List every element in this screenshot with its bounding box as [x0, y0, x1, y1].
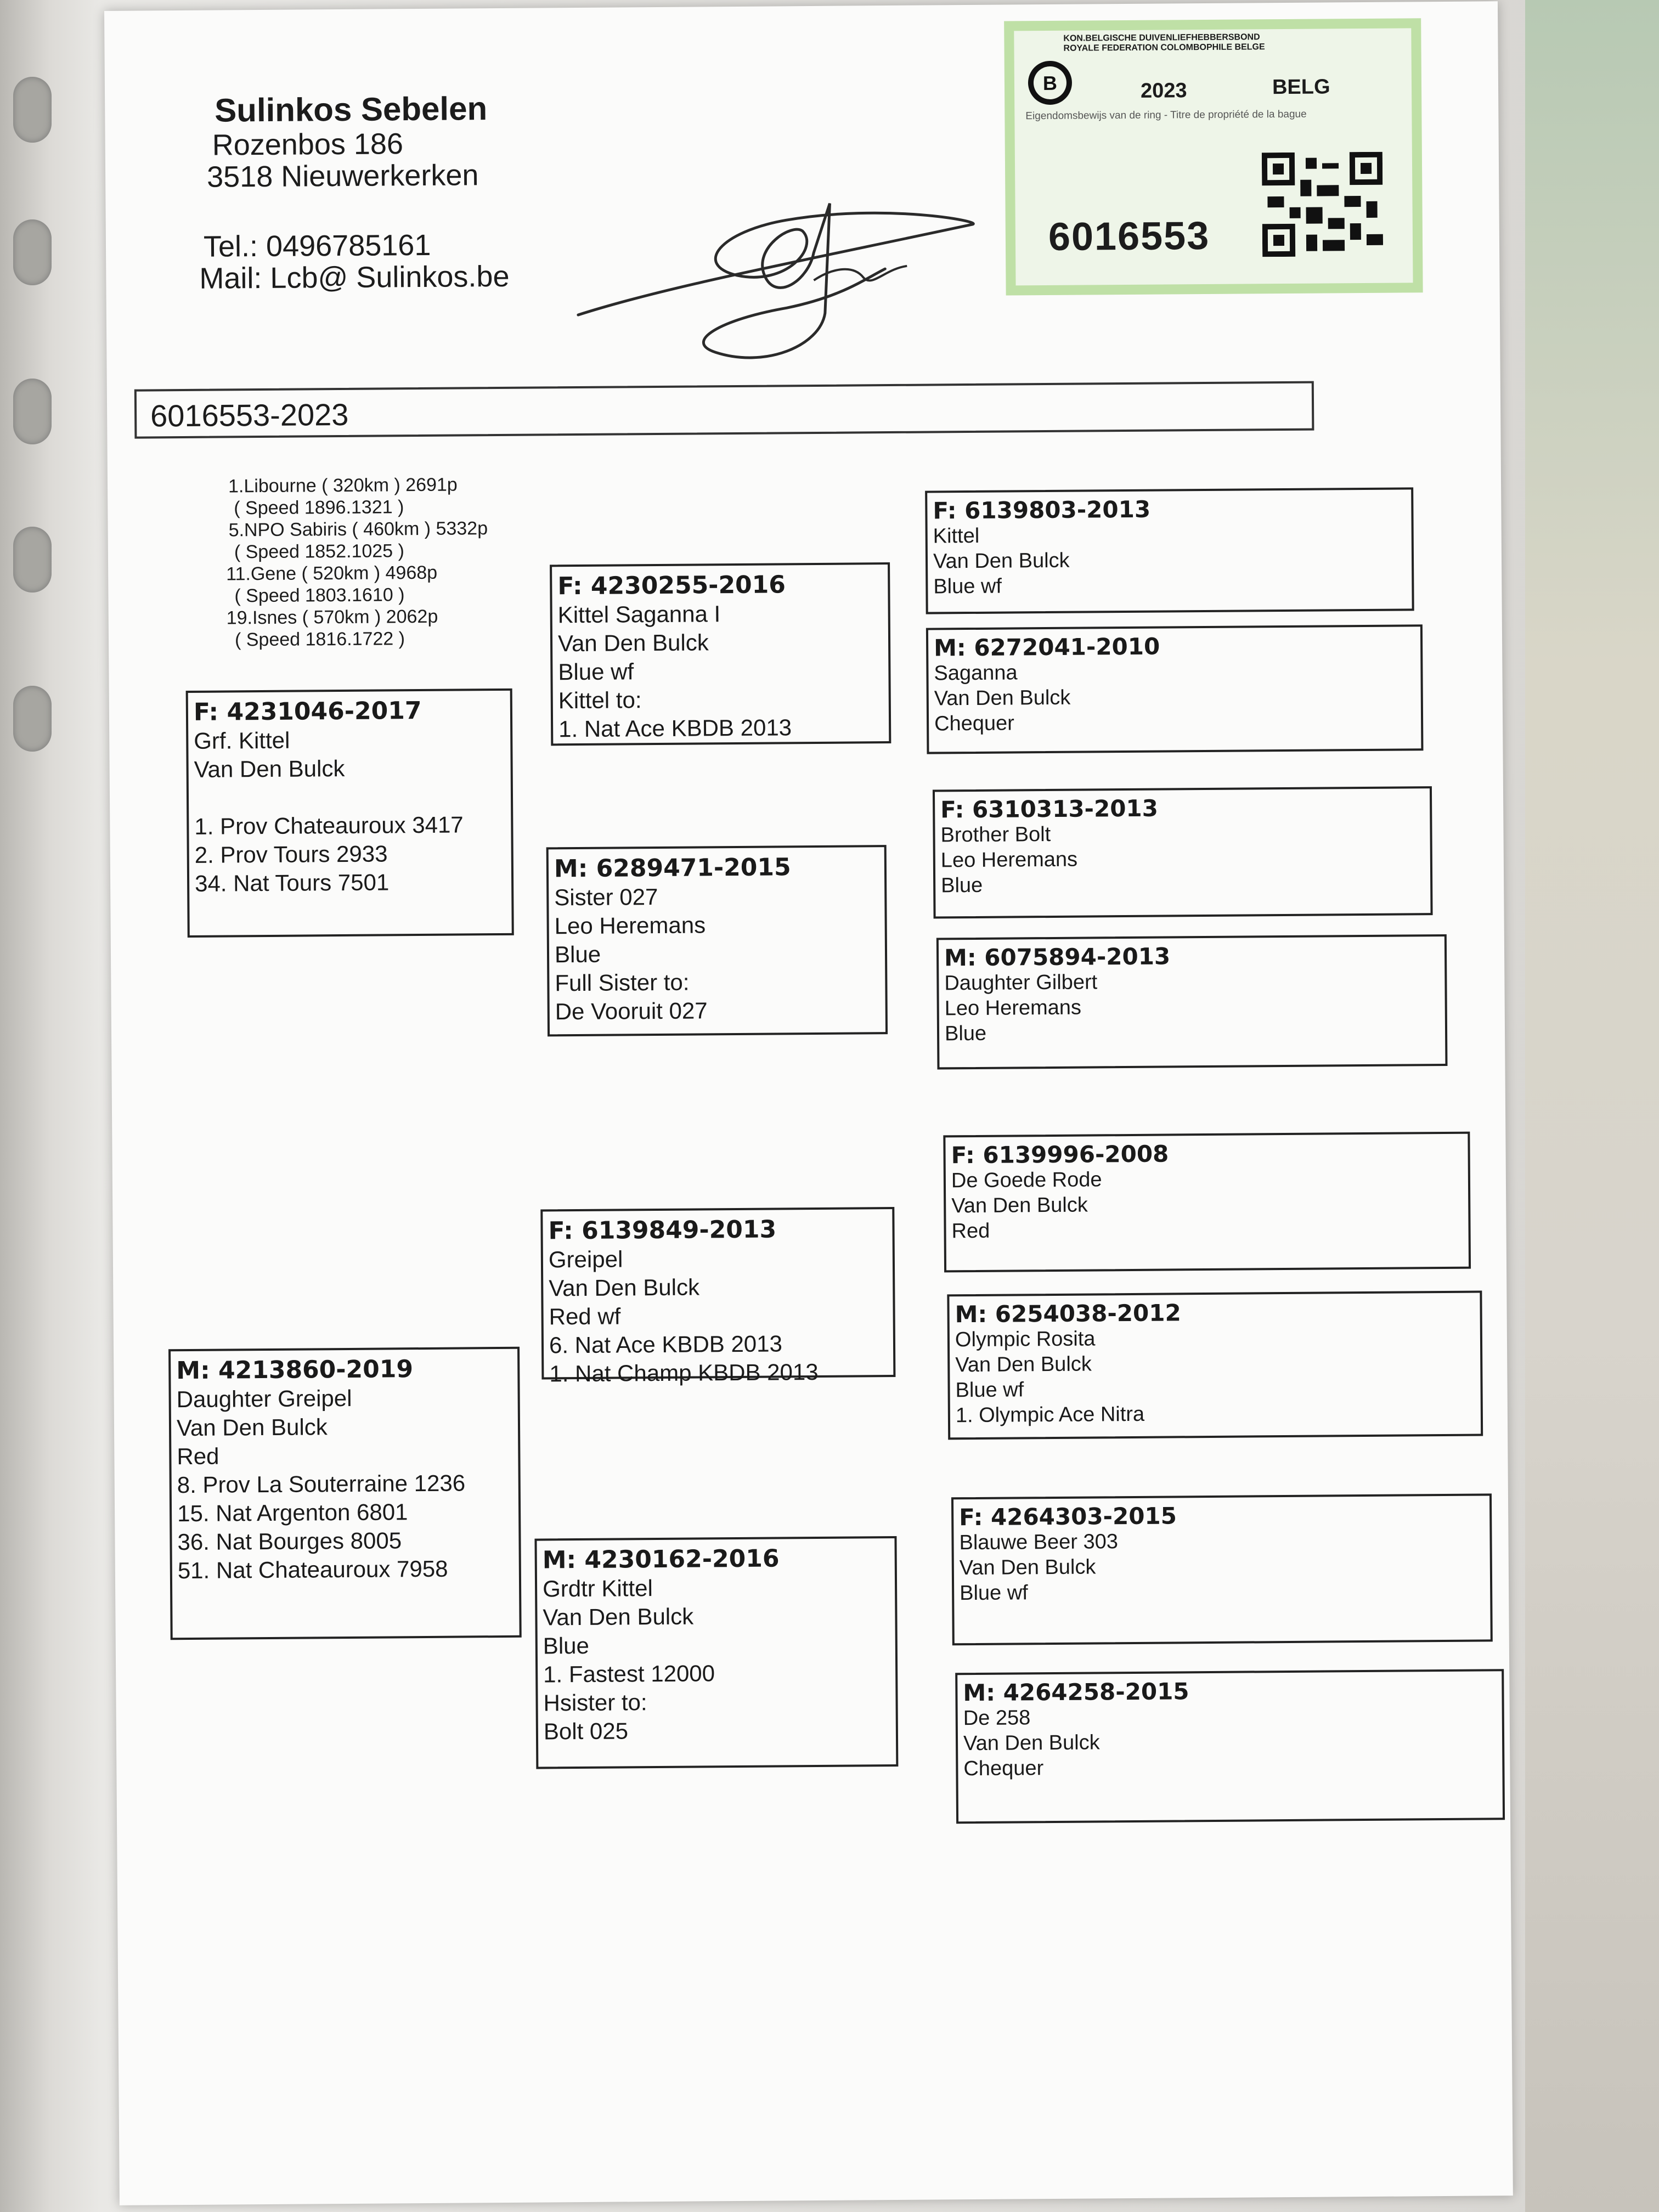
- detail-line: 1. Fastest 12000: [543, 1660, 715, 1688]
- name-line: Olympic Rosita: [955, 1327, 1096, 1352]
- ring-line: F: 6139803-2013: [933, 495, 1151, 524]
- color-line: Chequer: [963, 1757, 1044, 1781]
- pedigree-box-dam-dam: [534, 1536, 898, 1769]
- name-line: Brother Bolt: [940, 822, 1051, 847]
- detail-line: 8. Prov La Souterraine 1236: [177, 1470, 466, 1498]
- ring-line: F: 6139996-2008: [951, 1140, 1169, 1169]
- punch-hole: [13, 527, 52, 592]
- sticker-title: Eigendomsbewijs van de ring - Titre de propriété de la bague: [1025, 108, 1307, 122]
- ring-ownership-sticker: [1004, 18, 1423, 295]
- breeder-line: Leo Heremans: [940, 848, 1078, 872]
- ring-number: 6016553-2023: [150, 397, 349, 433]
- ring-line: M: 6272041-2010: [933, 633, 1160, 662]
- color-line: Blue wf: [955, 1378, 1024, 1402]
- svg-text:B: B: [1042, 71, 1058, 95]
- punch-hole: [13, 379, 52, 444]
- qr-code-icon: [1262, 152, 1383, 257]
- punch-hole: [13, 686, 52, 752]
- breeder-line: Van Den Bulck: [557, 629, 709, 657]
- breeder-line: Van Den Bulck: [955, 1352, 1092, 1377]
- breeder-line: Van Den Bulck: [933, 549, 1070, 573]
- name-line: Greipel: [548, 1246, 623, 1273]
- detail-line: 6. Nat Ace KBDB 2013: [549, 1330, 783, 1358]
- breeder-line: Van Den Bulck: [176, 1414, 328, 1441]
- sticker-org-nl: KON.BELGISCHE DUIVENLIEFHEBBERSBOND: [1063, 32, 1260, 43]
- ring-line: M: 6254038-2012: [955, 1299, 1181, 1328]
- detail-line: 34. Nat Tours 7501: [194, 869, 390, 896]
- ring-line: M: 6075894-2013: [944, 943, 1171, 972]
- detail-line: Full Sister to:: [555, 969, 690, 996]
- detail-line: 1. Olympic Ace Nitra: [955, 1402, 1145, 1427]
- sticker-year: 2023: [1140, 79, 1187, 103]
- detail-line: 2. Prov Tours 2933: [194, 840, 388, 868]
- breeder-line: Van Den Bulck: [543, 1603, 694, 1630]
- ring-line: F: 4230255-2016: [557, 571, 786, 601]
- color-line: Chequer: [934, 712, 1015, 736]
- pedigree-box-fmm: [936, 934, 1448, 1069]
- pedigree-box-sire-sire: [550, 562, 891, 746]
- owner-email: Mail: Lcb@ Sulinkos.be: [199, 259, 510, 295]
- pedigree-box-mmm: [955, 1669, 1505, 1824]
- pedigree-box-sire-dam: [546, 845, 888, 1036]
- ring-line: F: 6139849-2013: [548, 1215, 777, 1245]
- pedigree-box-mff: [943, 1132, 1471, 1273]
- owner-city: 3518 Nieuwerkerken: [206, 159, 479, 194]
- sticker-org-fr: ROYALE FEDERATION COLOMBOPHILE BELGE: [1063, 42, 1265, 53]
- detail-line: Bolt 025: [543, 1718, 629, 1745]
- breeder-line: Leo Heremans: [554, 912, 706, 939]
- sticker-country: BELG: [1272, 75, 1330, 99]
- name-line: De 258: [963, 1706, 1031, 1730]
- name-line: De Goede Rode: [951, 1168, 1102, 1193]
- detail-line: Kittel to:: [558, 687, 642, 714]
- sticker-ring-number: 6016553: [1048, 213, 1210, 259]
- pedigree-box-sire: [186, 689, 514, 938]
- ring-number-bar: [134, 381, 1314, 439]
- name-line: Blauwe Beer 303: [959, 1530, 1119, 1555]
- owner-phone: Tel.: 0496785161: [203, 228, 431, 263]
- result-line: 5.NPO Sabiris ( 460km ) 5332p: [228, 518, 488, 541]
- breeder-line: Van Den Bulck: [963, 1731, 1100, 1756]
- name-line: Kittel: [933, 524, 980, 548]
- breeder-line: Van Den Bulck: [951, 1193, 1088, 1218]
- ring-line: F: 4264303-2015: [959, 1502, 1177, 1531]
- punch-hole: [13, 77, 52, 143]
- ring-line: M: 4230162-2016: [542, 1544, 780, 1575]
- detail-line: De Vooruit 027: [555, 997, 708, 1025]
- name-line: Kittel Saganna I: [557, 601, 721, 628]
- breeder-line: Van Den Bulck: [934, 686, 1071, 710]
- color-line: Red: [951, 1219, 990, 1243]
- ring-line: M: 4213860-2019: [176, 1355, 414, 1385]
- pedigree-sheet: [104, 1, 1513, 2205]
- color-line: Blue: [944, 1022, 987, 1046]
- table-background: [1525, 0, 1659, 2212]
- result-line: ( Speed 1816.1722 ): [234, 628, 405, 651]
- pedigree-box-dam-sire: [540, 1207, 895, 1387]
- detail-line: 1. Nat Ace KBDB 2013: [558, 714, 792, 742]
- ring-line: F: 4231046-2017: [193, 696, 422, 726]
- color-line: Blue wf: [960, 1581, 1028, 1605]
- color-line: Red wf: [549, 1303, 621, 1330]
- detail-line: 15. Nat Argenton 6801: [177, 1499, 408, 1527]
- detail-line: Hsister to:: [543, 1689, 647, 1716]
- result-line: 1.Libourne ( 320km ) 2691p: [228, 474, 458, 497]
- breeder-line: Van Den Bulck: [959, 1555, 1096, 1580]
- owner-name: Sulinkos Sebelen: [215, 90, 488, 129]
- name-line: Sister 027: [554, 883, 658, 911]
- result-line: ( Speed 1852.1025 ): [234, 540, 405, 563]
- pedigree-box-dam: [168, 1347, 522, 1640]
- result-line: ( Speed 1803.1610 ): [234, 584, 405, 607]
- breeder-line: Van Den Bulck: [549, 1274, 700, 1301]
- pedigree-box-fmf: [933, 786, 1433, 918]
- color-line: Blue wf: [558, 658, 634, 685]
- owner-street: Rozenbos 186: [212, 127, 404, 162]
- detail-line: 1. Nat Champ KBDB 2013: [549, 1358, 819, 1387]
- name-line: Daughter Gilbert: [944, 970, 1098, 995]
- pedigree-box-fff: [925, 487, 1414, 614]
- name-line: Saganna: [934, 661, 1018, 685]
- pedigree-box-mmf: [951, 1493, 1493, 1645]
- color-line: Blue wf: [933, 574, 1002, 599]
- breeder-line: Van Den Bulck: [194, 755, 345, 782]
- detail-line: 51. Nat Chateauroux 7958: [177, 1555, 448, 1584]
- breeder-line: Leo Heremans: [944, 996, 1082, 1020]
- detail-line: [194, 782, 505, 812]
- result-line: 19.Isnes ( 570km ) 2062p: [226, 606, 438, 629]
- color-line: Blue: [941, 873, 983, 898]
- result-line: ( Speed 1896.1321 ): [234, 496, 404, 519]
- name-line: Grdtr Kittel: [542, 1575, 653, 1602]
- color-line: Blue: [543, 1632, 590, 1659]
- color-line: Blue: [554, 941, 601, 968]
- signature: [555, 170, 1007, 381]
- punch-hole: [13, 219, 52, 285]
- kbdb-logo-icon: [1025, 58, 1075, 108]
- ring-line: M: 6289471-2015: [554, 853, 791, 883]
- ring-line: M: 4264258-2015: [963, 1678, 1189, 1707]
- detail-line: Red: [177, 1443, 219, 1470]
- detail-line: 1. Prov Chateauroux 3417: [194, 811, 464, 839]
- name-line: Daughter Greipel: [176, 1385, 352, 1413]
- detail-line: 36. Nat Bourges 8005: [177, 1527, 402, 1555]
- result-line: 11.Gene ( 520km ) 4968p: [226, 562, 438, 585]
- pedigree-box-mfm: [947, 1291, 1483, 1440]
- ring-line: F: 6310313-2013: [940, 794, 1159, 823]
- name-line: Grf. Kittel: [194, 727, 290, 754]
- pedigree-box-ffm: [926, 624, 1424, 754]
